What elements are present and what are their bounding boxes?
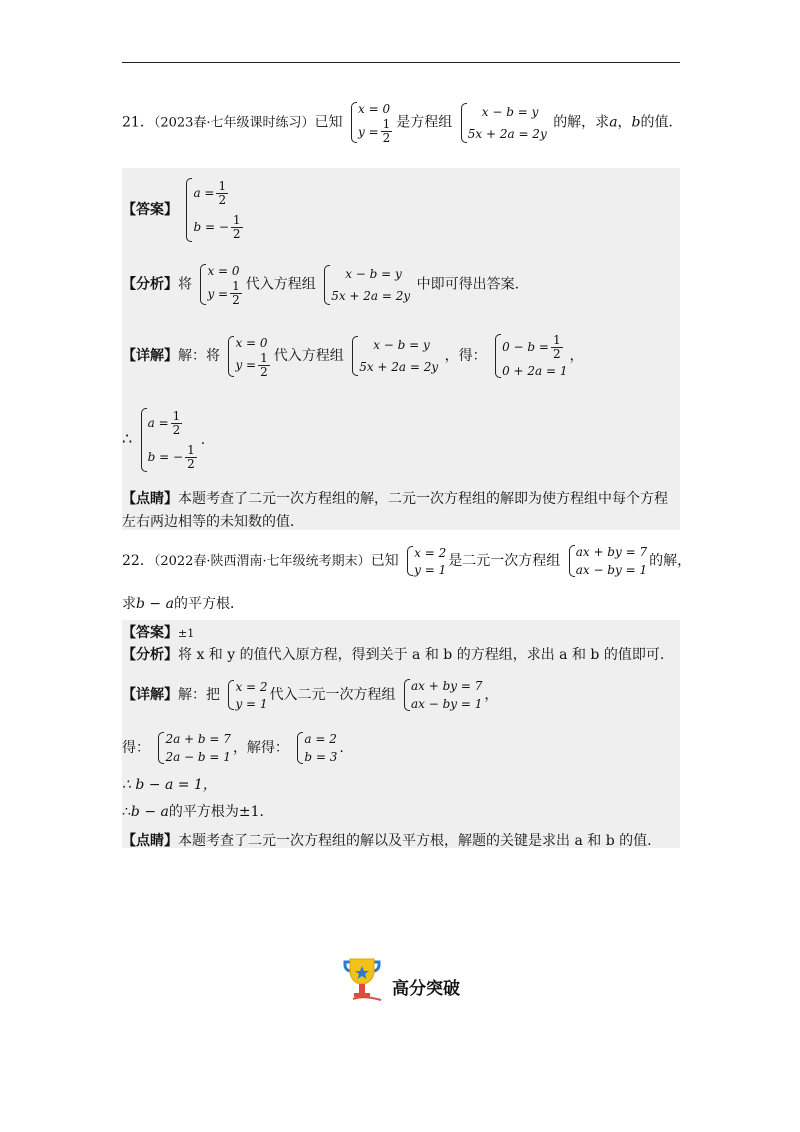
ans22-linear-system: 2a + b = 7 2a − b = 1 [156, 730, 230, 766]
ans21-detail-solution: x = 0 y = $\frac{1}{2}$ [226, 334, 271, 379]
ans22-solve: 得： 2a + b = 7 2a − b = 1 ，解得： a = 2 b = 3 . [122, 732, 344, 764]
brand-label: 高分突破 [392, 979, 460, 999]
q22-stem: 22．（2022春·陕西渭南·七年级统考期末）已知 x = 2 y = 1 是二元一次方程组 ax + by = 7 ax − by = 1 的解， [122, 545, 692, 577]
ans21-detail-system: x − b = y 5x + 2a = 2y [350, 334, 438, 378]
header-rule [122, 62, 680, 63]
ans21-final-system: a = $\frac{1}{2}$ b = − $\frac{1}{2}$ [139, 406, 199, 474]
ans21-analysis: 【分析】将 x = 0 y = $\frac{1}{2}$ 代入方程组 x − b = y 5x + 2a = 2y 中即可得出答案. [122, 264, 520, 307]
q22-equation-system: ax + by = 7 ax − by = 1 [567, 543, 647, 579]
q21-stem: 21．（2023春·七年级课时练习）已知 x = 0 y = $\frac{1}{2}$ 是方程组 x − b = y 5x + 2a = 2y 的解，求a，b的值． [122, 102, 683, 145]
ans22-analysis: 【分析】将 x 和 y 的值代入原方程，得到关于 a 和 b 的方程组，求出 a 和 b 的值即可. [122, 647, 665, 663]
trophy-icon [341, 957, 383, 1003]
q21-equation-system: x − b = y 5x + 2a = 2y [459, 101, 547, 145]
ans22-therefore-2: ∴b − a的平方根为±1． [122, 804, 274, 820]
ans22-answer: 【答案】±1 [122, 625, 195, 641]
ans22-detail: 【详解】解：把 x = 2 y = 1 代入二元一次方程组 ax + by = 7 ax − by = 1 ， [122, 679, 499, 711]
q22-stem-line2: 求b − a的平方根． [122, 596, 244, 612]
ans22-result-system: a = 2 b = 3 [295, 730, 337, 766]
ans21-detail-result: 0 − b = $\frac{1}{2}$ 0 + 2a = 1 [493, 332, 567, 380]
ans22-comment: 【点睛】本题考查了二元一次方程组的解以及平方根，解题的关键是求出 a 和 b 的值. [122, 833, 652, 849]
ans22-detail-system: ax + by = 7 ax − by = 1 [402, 677, 482, 713]
ans22-therefore-1: ∴ b − a = 1， [122, 777, 217, 793]
ans21-answer: 【答案】 a = $\frac{1}{2}$ b = − $\frac{1}{2}$ [122, 176, 247, 244]
ans21-answer-system: a = $\frac{1}{2}$ b = − $\frac{1}{2}$ [184, 176, 244, 244]
ans22-detail-solution: x = 2 y = 1 [226, 678, 267, 712]
ans21-comment-1: 【点睛】本题考查了二元一次方程组的解，二元一次方程组的解即为使方程组中每个方程 [122, 491, 668, 507]
ans21-analysis-solution: x = 0 y = $\frac{1}{2}$ [198, 262, 243, 307]
q21-solution-system: x = 0 y = $\frac{1}{2}$ [349, 100, 394, 145]
ans21-therefore: ∴ a = $\frac{1}{2}$ b = − $\frac{1}{2}$ . [122, 406, 205, 474]
q22-solution-system: x = 2 y = 1 [405, 544, 446, 578]
ans21-comment-2: 左右两边相等的未知数的值． [122, 514, 304, 530]
ans21-detail: 【详解】解：将 x = 0 y = $\frac{1}{2}$ 代入方程组 x − b = y 5x + 2a = 2y ，得： 0 − b = $\frac{1}{2}$ 0 + 2a = 1 ， [122, 332, 584, 379]
ans21-analysis-system: x − b = y 5x + 2a = 2y [322, 263, 410, 307]
